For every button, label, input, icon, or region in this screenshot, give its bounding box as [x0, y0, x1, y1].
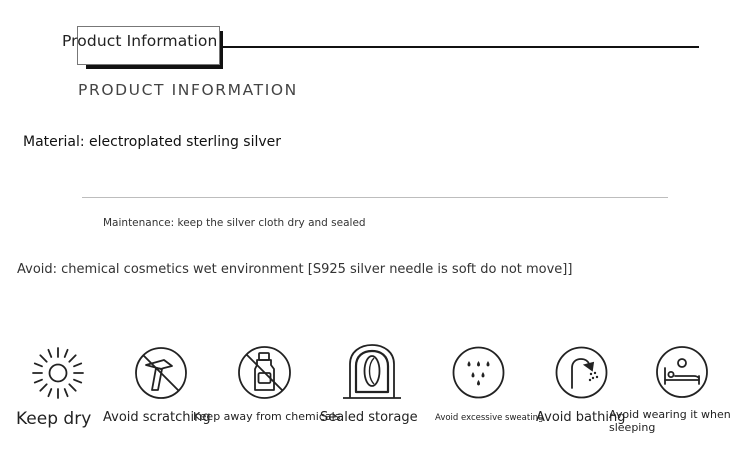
care-label-keep-dry: Keep dry	[16, 409, 92, 429]
sealed-storage-icon	[341, 344, 403, 402]
care-label-avoid-bathing: Avoid bathing	[536, 410, 626, 425]
no-scratch-icon	[134, 346, 188, 400]
material-text: Material: electroplated sterling silver	[23, 134, 282, 150]
care-label-avoid-sweating: Avoid excessive sweating	[435, 413, 544, 423]
section-title: Product Information	[62, 32, 218, 50]
no-shower-icon	[555, 346, 608, 399]
no-chemicals-icon	[237, 345, 292, 400]
care-label-keep-away-chemicals: Keep away from chemicals	[193, 410, 341, 423]
section-subtitle: PRODUCT INFORMATION	[78, 81, 298, 99]
divider	[82, 197, 668, 198]
no-sleep-icon	[656, 346, 708, 398]
header-rule	[222, 46, 699, 48]
sun-icon	[30, 345, 86, 401]
maintenance-text: Maintenance: keep the silver cloth dry and sealed	[103, 217, 366, 229]
no-sweat-icon	[452, 346, 505, 399]
care-label-sealed-storage: Sealed storage	[320, 410, 418, 425]
avoid-text: Avoid: chemical cosmetics wet environment [S925 silver needle is soft do not move]]	[17, 262, 573, 277]
care-label-avoid-scratching: Avoid scratching	[103, 410, 211, 425]
care-label-avoid-sleeping: Avoid wearing it when sleeping	[609, 408, 731, 434]
